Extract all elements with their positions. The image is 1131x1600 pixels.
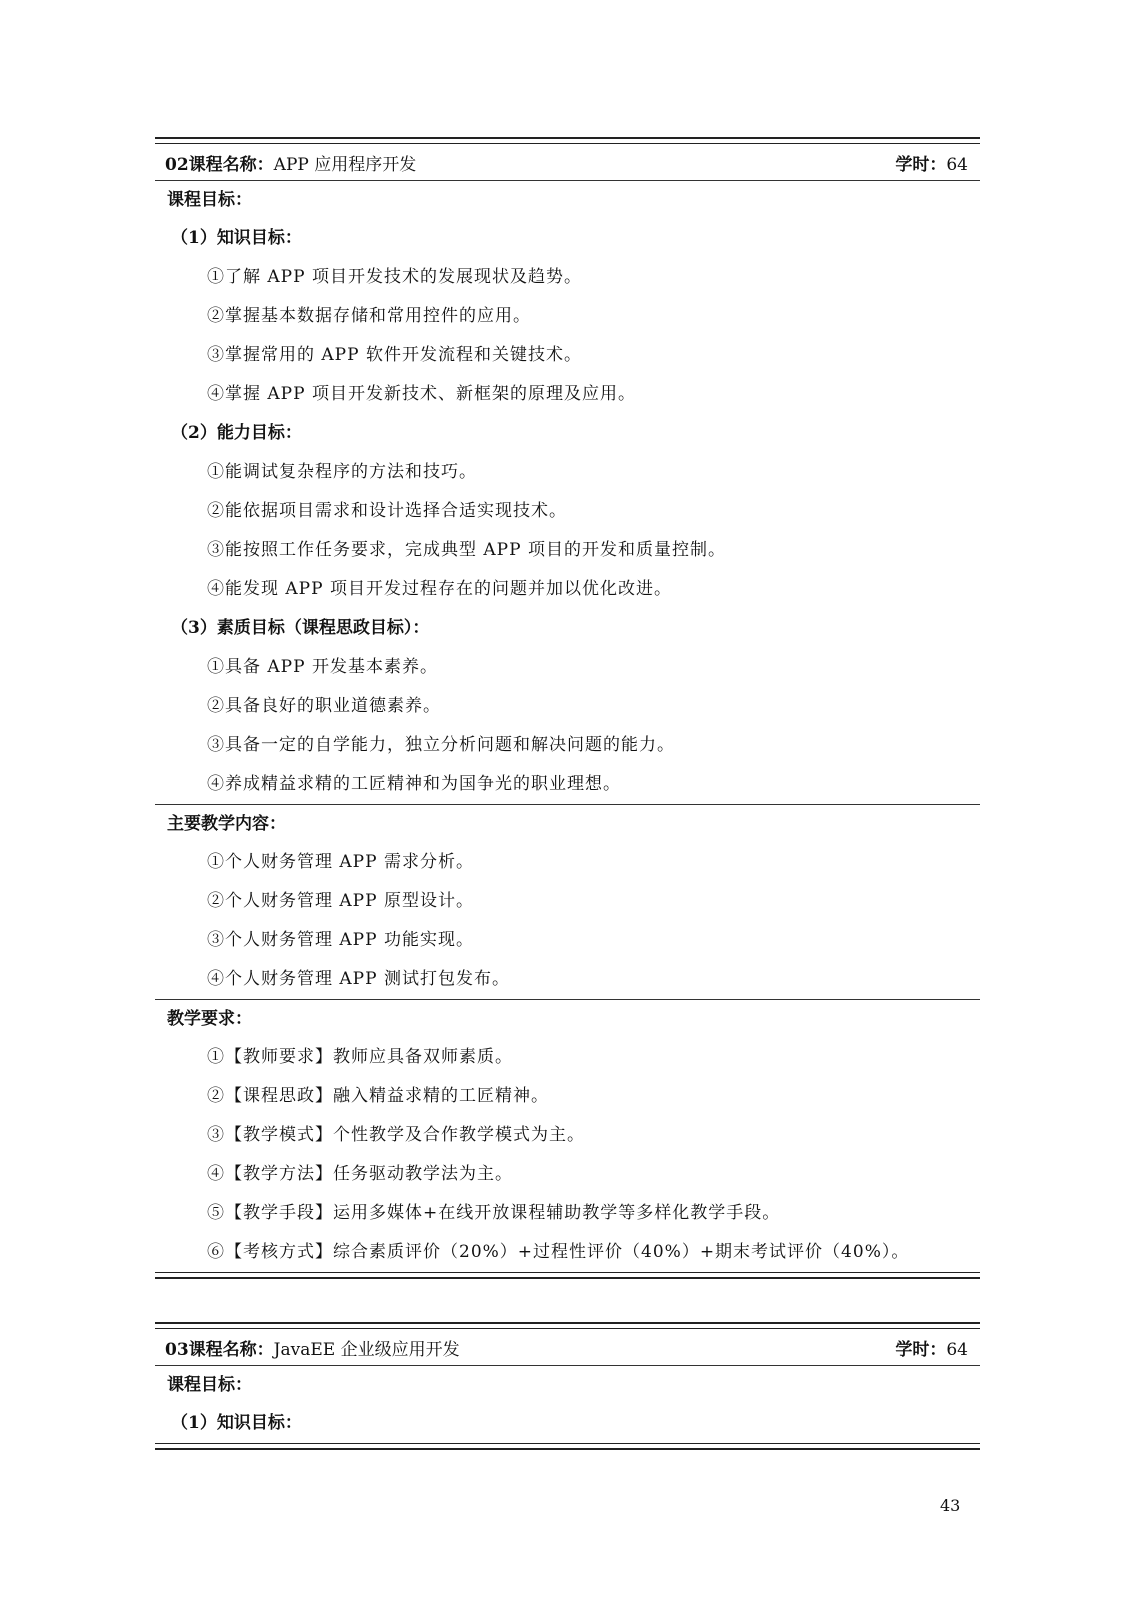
list-item: ①【教师要求】教师应具备双师素质。: [207, 1047, 513, 1067]
list-item: ①个人财务管理 APP 需求分析。: [207, 852, 474, 872]
bottom-double-rule: [155, 1443, 980, 1450]
hours-value: 64: [946, 1339, 968, 1360]
course-block-03: [155, 1322, 980, 1450]
course-name: APP 应用程序开发: [273, 154, 417, 175]
course-name: JavaEE 企业级应用开发: [273, 1339, 460, 1360]
course-number: 02: [165, 154, 189, 175]
objectives-title: 课程目标：: [167, 190, 252, 210]
quality-title: （3）素质目标（课程思政目标）：: [171, 618, 430, 638]
list-item: ④养成精益求精的工匠精神和为国争光的职业理想。: [207, 774, 621, 794]
list-item: ③能按照工作任务要求，完成典型 APP 项目的开发和质量控制。: [207, 540, 726, 560]
top-double-rule: [155, 137, 980, 144]
list-item: ①能调试复杂程序的方法和技巧。: [207, 462, 477, 482]
list-item: ⑤【教学手段】运用多媒体+在线开放课程辅助教学等多样化教学手段。: [207, 1203, 781, 1223]
ability-title: （2）能力目标：: [171, 423, 302, 443]
course-name-label: 课程名称：: [188, 154, 274, 175]
list-item: ②能依据项目需求和设计选择合适实现技术。: [207, 501, 567, 521]
top-double-rule: [155, 1322, 980, 1329]
course-number: 03: [165, 1339, 189, 1360]
list-item: ②个人财务管理 APP 原型设计。: [207, 891, 474, 911]
list-item: ⑥【考核方式】综合素质评价（20%）+过程性评价（40%）+期末考试评价（40%）。: [207, 1242, 910, 1262]
course-header: [155, 1329, 980, 1365]
knowledge-title: （1）知识目标：: [171, 1413, 302, 1433]
list-item: ④掌握 APP 项目开发新技术、新框架的原理及应用。: [207, 384, 636, 404]
hours-value: 64: [946, 154, 968, 175]
list-item: ③个人财务管理 APP 功能实现。: [207, 930, 474, 950]
knowledge-title: （1）知识目标：: [171, 228, 302, 248]
bottom-double-rule: [155, 1272, 980, 1279]
course-name-label: 课程名称：: [188, 1339, 274, 1360]
list-item: ③掌握常用的 APP 软件开发流程和关键技术。: [207, 345, 582, 365]
course-header: [155, 144, 980, 180]
list-item: ②具备良好的职业道德素养。: [207, 696, 441, 716]
list-item: ③具备一定的自学能力，独立分析问题和解决问题的能力。: [207, 735, 675, 755]
course-hours: [895, 1335, 968, 1360]
list-item: ①了解 APP 项目开发技术的发展现状及趋势。: [207, 267, 582, 287]
course-title: [165, 1335, 460, 1360]
list-item: ④【教学方法】任务驱动教学法为主。: [207, 1164, 513, 1184]
hours-label: 学时：: [895, 1339, 947, 1360]
objectives-title: 课程目标：: [167, 1375, 252, 1395]
course-title: [165, 150, 416, 175]
content-title: 主要教学内容：: [167, 814, 286, 834]
requirements-title: 教学要求：: [167, 1009, 252, 1029]
course-hours: [895, 150, 968, 175]
list-item: ④能发现 APP 项目开发过程存在的问题并加以优化改进。: [207, 579, 672, 599]
course-block-02: [155, 137, 980, 1279]
list-item: ③【教学模式】个性教学及合作教学模式为主。: [207, 1125, 585, 1145]
list-item: ①具备 APP 开发基本素养。: [207, 657, 438, 677]
list-item: ②掌握基本数据存储和常用控件的应用。: [207, 306, 531, 326]
hours-label: 学时：: [895, 154, 947, 175]
page-number: 43: [940, 1496, 961, 1515]
list-item: ④个人财务管理 APP 测试打包发布。: [207, 969, 510, 989]
list-item: ②【课程思政】融入精益求精的工匠精神。: [207, 1086, 549, 1106]
